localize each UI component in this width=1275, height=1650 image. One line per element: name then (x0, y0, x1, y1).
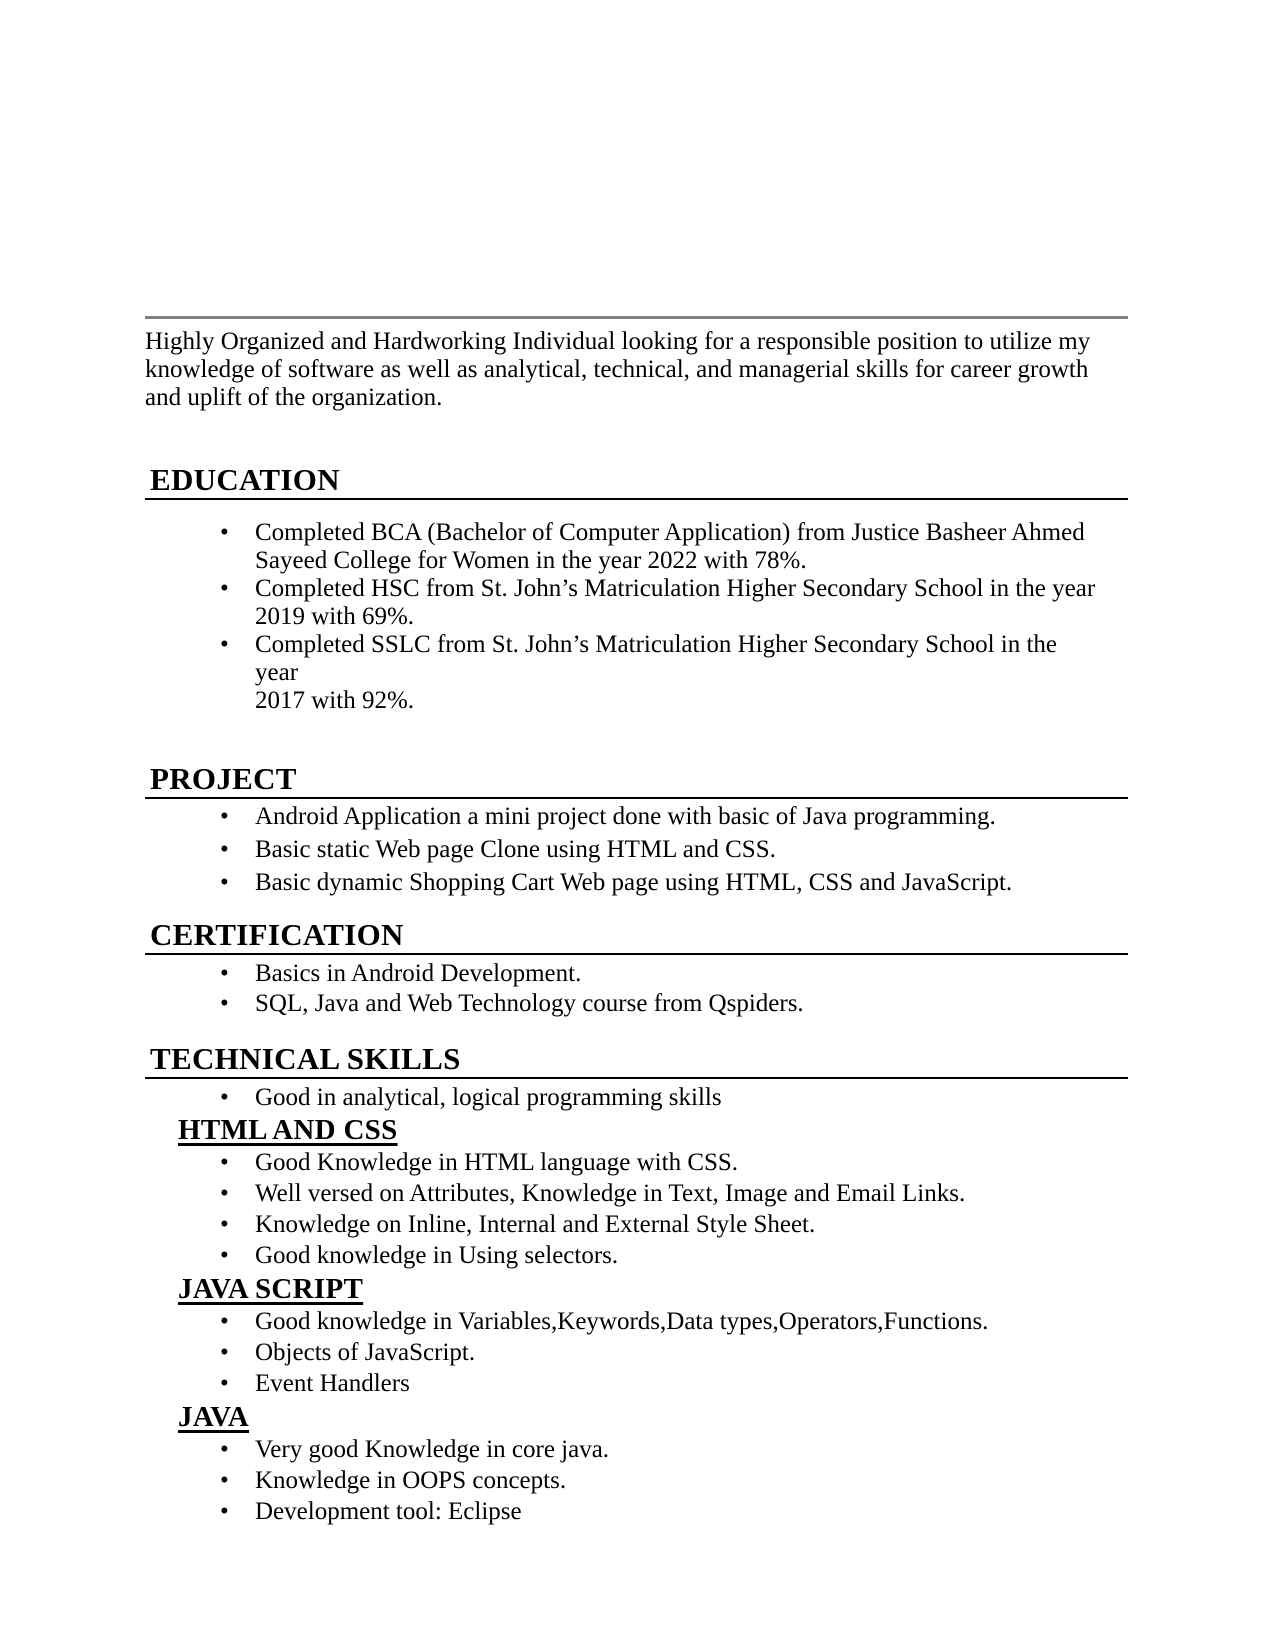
section-title-education: EDUCATION (145, 462, 1128, 500)
list-item: • Basics in Android Development. (145, 960, 1128, 988)
subsection-title-html-and-css: HTML AND CSS (178, 1114, 398, 1146)
list-item: • Event Handlers (145, 1370, 1128, 1398)
list-item (145, 519, 1128, 575)
section-title-technical-skills: TECHNICAL SKILLS (145, 1041, 1128, 1079)
java-list (145, 1436, 1128, 1526)
objective-line: Highly Organized and Hardworking Individual looking for a responsible position to utilize my (145, 328, 1091, 355)
bullet-line: 2017 with 92%. (255, 687, 415, 714)
list-item: • Android Application a mini project done with basic of Java programming. (145, 803, 1128, 831)
list-item: • Knowledge on Inline, Internal and External Style Sheet. (145, 1211, 1128, 1239)
subsection-title-java-script: JAVA SCRIPT (178, 1273, 364, 1305)
certification-list (145, 960, 1128, 1018)
bullet-line: 2019 with 69%. (255, 603, 415, 630)
list-item: • Objects of JavaScript. (145, 1339, 1128, 1367)
section-title-certification: CERTIFICATION (145, 917, 1128, 955)
education-list (145, 519, 1128, 715)
objective-line: and uplift of the organization. (145, 384, 443, 411)
subsection-title-java: JAVA (178, 1401, 250, 1433)
java-script-list (145, 1308, 1128, 1398)
subsection-java (145, 1401, 1128, 1526)
list-item: • Knowledge in OOPS concepts. (145, 1467, 1128, 1495)
bullet-line: Sayeed College for Women in the year 2022 with 78%. (255, 547, 807, 574)
bullet-line: • Completed SSLC from St. John’s Matriculation Higher Secondary School in the year (255, 631, 1058, 686)
list-item (145, 575, 1128, 631)
header-divider (145, 316, 1128, 319)
list-item: • Basic static Web page Clone using HTML and CSS. (145, 836, 1128, 864)
bullet-line: • Completed BCA (Bachelor of Computer Application) from Justice Basheer Ahmed (255, 519, 1085, 546)
subsection-html-and-css (145, 1114, 1128, 1270)
objective-paragraph (145, 328, 1128, 412)
section-title-project: PROJECT (145, 761, 1128, 799)
section-technical-skills (145, 1041, 1128, 1526)
section-certification (145, 917, 1128, 1018)
list-item: • Basic dynamic Shopping Cart Web page using HTML, CSS and JavaScript. (145, 869, 1128, 897)
list-item: • Development tool: Eclipse (145, 1498, 1128, 1526)
subsection-java-script (145, 1273, 1128, 1398)
project-list (145, 803, 1128, 897)
list-item: • SQL, Java and Web Technology course from Qspiders. (145, 990, 1128, 1018)
list-item: • Good knowledge in Using selectors. (145, 1242, 1128, 1270)
section-project (145, 761, 1128, 897)
list-item: • Well versed on Attributes, Knowledge in Text, Image and Email Links. (145, 1180, 1128, 1208)
bullet-line: • Completed HSC from St. John’s Matriculation Higher Secondary School in the year (255, 575, 1096, 602)
technical-skills-list (145, 1084, 1128, 1112)
list-item: • Good in analytical, logical programming skills (145, 1084, 1128, 1112)
list-item: • Good knowledge in Variables,Keywords,Data types,Operators,Functions. (145, 1308, 1128, 1336)
section-education (145, 462, 1128, 715)
objective-line: knowledge of software as well as analytical, technical, and managerial skills for career growth (145, 356, 1089, 383)
list-item: • Very good Knowledge in core java. (145, 1436, 1128, 1464)
list-item: • Good Knowledge in HTML language with CSS. (145, 1149, 1128, 1177)
html-and-css-list (145, 1149, 1128, 1270)
resume-content (145, 0, 1128, 1529)
list-item (145, 631, 1128, 715)
